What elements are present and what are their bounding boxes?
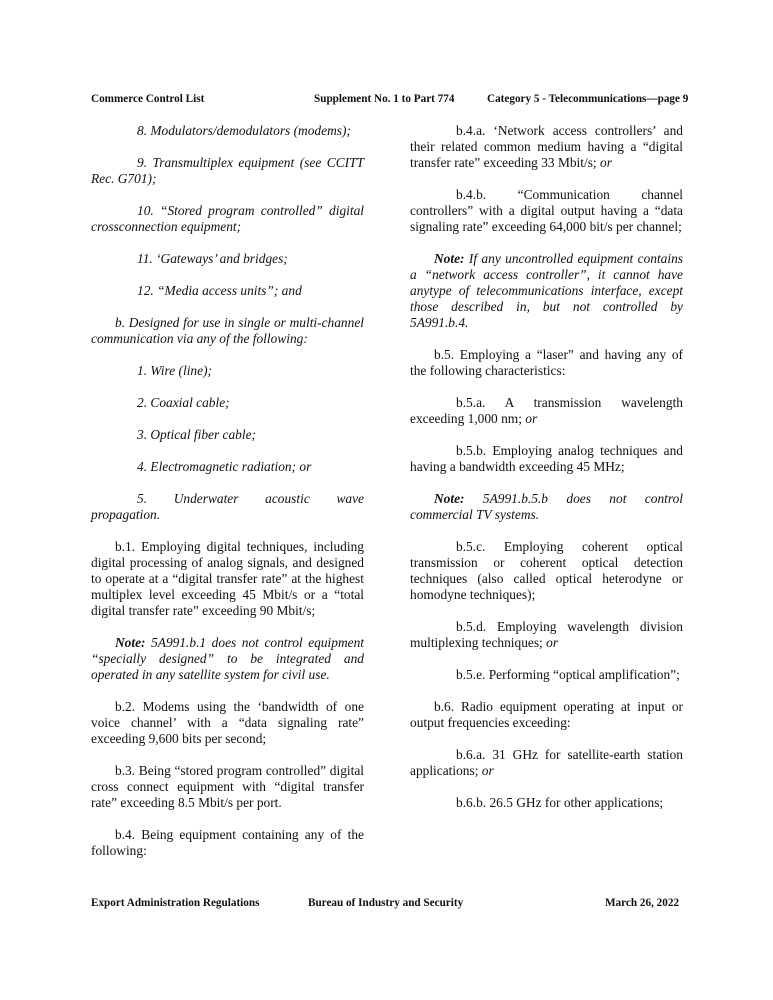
list-item-stored-program: 10. “Stored program controlled” digital crossconnection equipment; xyxy=(91,203,364,234)
note-text: 5A991.b.5.b does not control commercial TV systems. xyxy=(410,491,683,522)
note-label: Note: xyxy=(115,635,146,650)
paragraph-b6a xyxy=(410,747,683,779)
paragraph-b4a xyxy=(410,123,683,171)
paragraph-b5d xyxy=(410,619,683,651)
or-conjunction: or xyxy=(525,411,538,426)
paragraph-b5c: b.5.c. Employing coherent optical transmission or coherent optical detection techniques (also called optical heterodyne or homodyne techniques); xyxy=(410,539,683,602)
paragraph-b: b. Designed for use in single or multi-channel communication via any of the following: xyxy=(91,315,364,346)
paragraph-b1: b.1. Employing digital techniques, including digital processing of analog signals, and designed to operate at a “digital transfer rate” at the highest multiplex level exceeding 45 Mbit/s or a “total digital transfer rate” exceeding 90 Mbit/s; xyxy=(91,539,364,618)
paragraph-b3: b.3. Being “stored program controlled” digital cross connect equipment with “digital transfer rate” exceeding 8.5 Mbit/s per port. xyxy=(91,763,364,810)
list-item-coaxial: 2. Coaxial cable; xyxy=(137,395,230,410)
note-b5b xyxy=(410,491,683,523)
paragraph-b5e: b.5.e. Performing “optical amplification”; xyxy=(456,667,680,682)
paragraph-text: b.6.a. 31 GHz for satellite-earth station applications; xyxy=(410,747,683,778)
paragraph-b4b: b.4.b. “Communication channel controllers” with a digital output having a “data signaling rate” exceeding 64,000 bit/s per channel; xyxy=(410,187,683,234)
paragraph-b6: b.6. Radio equipment operating at input or output frequencies exceeding: xyxy=(410,699,683,730)
paragraph-b5a xyxy=(410,395,683,427)
footer-regulations: Export Administration Regulations xyxy=(91,897,260,909)
note-b1 xyxy=(91,635,364,683)
paragraph-text: b.5.d. Employing wavelength division multiplexing techniques; xyxy=(410,619,683,650)
list-item-optical-fiber: 3. Optical fiber cable; xyxy=(137,427,256,442)
left-column xyxy=(91,123,364,875)
paragraph-b6b: b.6.b. 26.5 GHz for other applications; xyxy=(456,795,664,810)
paragraph-b4: b.4. Being equipment containing any of the following: xyxy=(91,827,364,858)
list-item-modems: 8. Modulators/demodulators (modems); xyxy=(137,123,351,138)
right-column xyxy=(410,123,683,827)
list-item-underwater: 5. Underwater acoustic wave propagation. xyxy=(91,491,364,522)
paragraph-b5: b.5. Employing a “laser” and having any of the following characteristics: xyxy=(410,347,683,378)
paragraph-text: b.5.a. A transmission wavelength exceeding 1,000 nm; xyxy=(410,395,683,426)
list-item-electromagnetic: 4. Electromagnetic radiation; or xyxy=(137,459,312,474)
header-supplement: Supplement No. 1 to Part 774 xyxy=(314,93,455,105)
or-conjunction: or xyxy=(481,763,494,778)
list-item-transmultiplex: 9. Transmultiplex equipment (see CCITT Rec. G701); xyxy=(91,155,364,186)
paragraph-text: b.4.a. ‘Network access controllers’ and their related common medium having a “digital transfer rate” exceeding 33 Mbit/s; xyxy=(410,123,683,170)
list-item-gateways: 11. ‘Gateways’ and bridges; xyxy=(137,251,288,266)
note-text: 5A991.b.1 does not control equipment “specially designed” to be integrated and operated in any satellite system for civil use. xyxy=(91,635,364,682)
header-title: Commerce Control List xyxy=(91,93,205,105)
list-item-wire: 1. Wire (line); xyxy=(137,363,212,378)
note-text: If any uncontrolled equipment contains a “network access controller”, it cannot have anytype of telecommunications interface, except those described in, but not controlled by 5A991.b.4. xyxy=(410,251,683,330)
list-item-media-access: 12. “Media access units”; and xyxy=(137,283,302,298)
footer-bureau: Bureau of Industry and Security xyxy=(308,897,464,909)
note-b4 xyxy=(410,251,683,331)
note-label: Note: xyxy=(434,251,465,266)
or-conjunction: or xyxy=(600,155,612,170)
header-category-page: Category 5 - Telecommunications—page 9 xyxy=(487,93,689,105)
paragraph-b2: b.2. Modems using the ‘bandwidth of one voice channel’ with a “data signaling rate” exceeding 9,600 bits per second; xyxy=(91,699,364,746)
note-label: Note: xyxy=(434,491,465,506)
footer-date: March 26, 2022 xyxy=(605,897,680,909)
or-conjunction: or xyxy=(546,635,559,650)
paragraph-b5b: b.5.b. Employing analog techniques and having a bandwidth exceeding 45 MHz; xyxy=(410,443,683,474)
